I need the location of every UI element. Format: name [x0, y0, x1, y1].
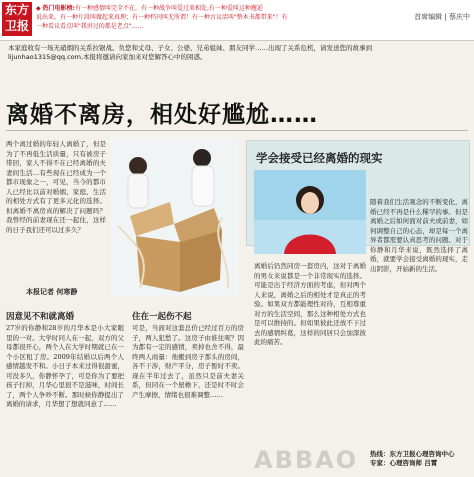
sidebar-column-1: 离婚后仍然同房一套房内，这对于离婚的男女来说都是一个非常现实的选择。可能是出于经济方面的考虑，但对两个人来说，离婚之后的相处才是真正的考验。如果双方都能理性对待，互相尊重对方的生活空间，那么这种相处方式也是可以维持的。但如果彼此还放不下过去的感情纠葛，这样的同居只会加深彼此的痛苦。: [254, 262, 366, 346]
sidebar-title: 学会接受已经离婚的现实: [256, 151, 383, 165]
hotline-line-1: 热线：东方卫报心理咨询中心: [370, 450, 455, 458]
gift-box-illustration: [110, 138, 238, 296]
ticker-line-1: 有一种感情叫完全不在，有一种战争叫爱过来相处,有一种爱叫这种邂逅: [74, 5, 263, 12]
ticker-line-3: 一种看议看点叫"我讲过的都是老点"……: [36, 23, 144, 30]
fire-icon: ◆: [36, 5, 41, 12]
article-subhead-1: 因意见不和就离婚: [6, 312, 75, 322]
edition-editor: 首席编辑 | 蔡庆中: [414, 13, 470, 21]
byline: 本报记者 何寒静: [26, 288, 78, 296]
intro-email-line: lijunhao1315@qq.com,本报将邀请向家加来对您解答心中的困惑。: [8, 53, 207, 61]
logo-line-1: 东方: [4, 3, 29, 17]
logo-line-2: 卫报: [4, 19, 29, 33]
article-column-1: 27岁的你静和28岁的月华本是小大家眼里的一对。大学时同人在一起，双方的父母都很开心，两个人在大学时期就已在一个小区租了房。2009年结婚以后两个人感情越发不和。小日子本来过得很甜蜜，可没多久，你静怀孕了，可是你为了要把孩子打掉，月华心里很不是滋味，时间长了，两个人争吵不断。那时候你静提出了离婚的请求，月华想了想就同意了……: [6, 324, 124, 408]
lead-paragraph: 两个离过婚的年轻人离婚了，但是为了不再低生活质量，只有被房子带回，家人不得不在已经离婚的夫妻间生活…有些现在已经成为一个都市现象之一，可见，当今的都市人已经比以前对婚姻、家庭、生活的相处方式有了更多元化的选择。但离婚不离房真的解决了问题吗？我曾经的前妻现在还一起住，这样的日子我们还可以过多久？: [6, 140, 106, 234]
intro-line-1: 本家庭收有一场无硝烟的关系拉锯战。负您和丈母、子女、公婆、兄弟姐妹、朋友同学……出现了关系危机，请发送您的故事到: [8, 44, 372, 52]
page-headline: 离婚不离房，相处好尴尬……: [6, 102, 318, 128]
newspaper-logo: [2, 2, 32, 36]
ticker-label: 热门电影榜:: [42, 5, 75, 12]
intro-call: [8, 44, 408, 62]
sidebar-column-2: 随着我们生活观念的不断变化，离婚已经不再是什么稀罕的事。但是离婚之后如何面对前夫或前妻，如何调整自己的心态，却是每一个离异者都需要认真思考的问题。对于你静和月华来说，既然选择了离婚，就要学会接受离婚的现实，走出阴影，开始新的生活。: [370, 198, 468, 273]
expert-portrait: [254, 170, 366, 254]
ticker-line-2: 说出来，有一种片段叫做起来真理；有一种档刊叫无所谓！有一种古议活叫"整木书都带来"！有: [36, 14, 288, 21]
masthead: [0, 0, 474, 41]
ticker: [36, 4, 388, 31]
watermark: ABBAO: [254, 446, 359, 474]
hotline-contact: [370, 450, 472, 468]
expert-photo: [254, 170, 366, 254]
article-subhead-2: 住在一起伤不起: [132, 312, 192, 322]
hotline-line-2: 专家：心理咨询师 吕霄: [370, 459, 438, 467]
article-column-2: 可是，当面对这套总价已经过百万的房子，两人犯愁了。这房子由谁住呢？因为都有一定的感情，卖掉也舍不得，最终两人商量：他搬到房子那头的房间，各不干涉，财产平分，房子暂时不卖。现在半年过去了，虽然只是前夫妻关系，但同在一个屋檐下，还是时不时会产生摩擦，情绪也很难调整……: [132, 324, 244, 399]
headline-divider: [6, 130, 468, 131]
gift-box-photo: [110, 138, 238, 296]
